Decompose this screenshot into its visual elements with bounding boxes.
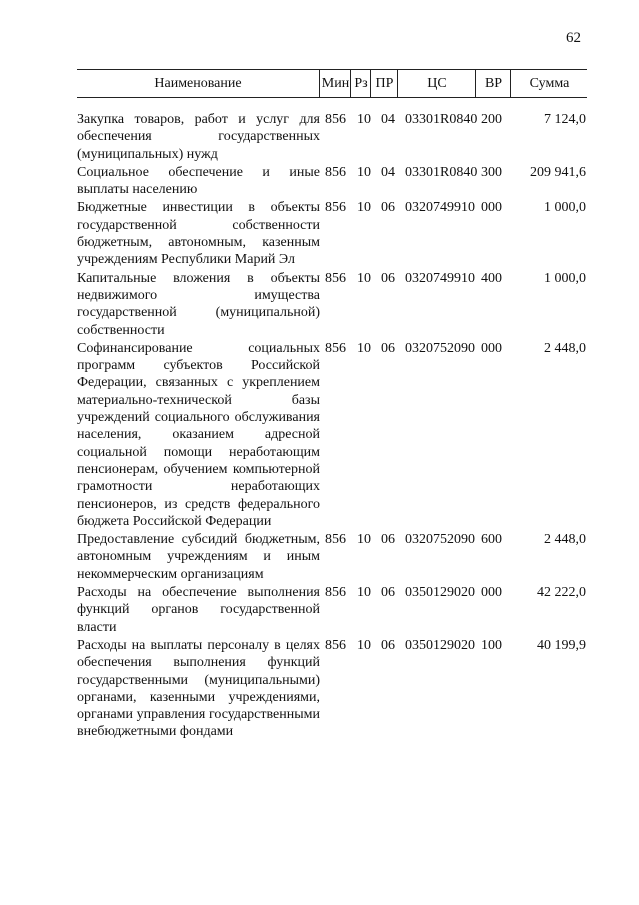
page-number: 62 [566, 30, 581, 46]
header-pr: ПР [370, 70, 398, 97]
row-cs: 0350129020 [405, 637, 475, 653]
row-pr: 04 [381, 112, 395, 127]
row-vr: 000 [481, 585, 502, 601]
row-rz: 10 [357, 270, 371, 286]
table-row [77, 199, 597, 268]
row-rz: 10 [357, 532, 371, 548]
row-sum: 2 448,0 [544, 340, 586, 356]
table-row [77, 164, 597, 199]
row-cs: 03301R0840 [405, 112, 478, 127]
row-sum: 42 222,0 [537, 585, 586, 601]
row-rz: 10 [357, 164, 371, 180]
row-vr: 100 [481, 637, 502, 653]
row-sum: 1 000,0 [544, 270, 586, 286]
row-cs: 0320752090 [405, 340, 475, 356]
row-pr: 06 [381, 270, 395, 286]
table-row [77, 111, 597, 163]
row-rz: 10 [357, 585, 371, 601]
row-vr: 600 [481, 532, 502, 548]
row-cs: 0320749910 [405, 270, 475, 286]
row-name: Закупка товаров, работ и услуг для обеспечения государственных (муниципальных) нужд [77, 112, 320, 162]
row-name: Предоставление субсидий бюджетным, автономным учреждениям и иным некоммерческим организациям [77, 532, 320, 582]
header-min: Мин [319, 70, 351, 97]
row-vr: 200 [481, 112, 502, 127]
row-sum: 209 941,6 [530, 164, 586, 180]
row-min: 856 [325, 112, 346, 127]
row-vr: 000 [481, 340, 502, 356]
table-row [77, 531, 597, 583]
table-body [77, 111, 597, 742]
row-cs: 0320752090 [405, 532, 475, 548]
header-vr: ВР [475, 70, 511, 97]
row-pr: 06 [381, 340, 395, 356]
row-rz: 10 [357, 200, 371, 216]
row-min: 856 [325, 637, 346, 653]
row-pr: 04 [381, 164, 395, 180]
row-cs: 03301R0840 [405, 164, 478, 180]
row-min: 856 [325, 164, 346, 180]
table-row [77, 340, 597, 530]
header-rz: Рз [350, 70, 371, 97]
row-pr: 06 [381, 532, 395, 548]
row-min: 856 [325, 200, 346, 216]
row-min: 856 [325, 585, 346, 601]
row-pr: 06 [381, 585, 395, 601]
header-sum: Сумма [510, 70, 588, 97]
row-sum: 2 448,0 [544, 532, 586, 548]
row-name: Капитальные вложения в объекты недвижимого имущества государственной (муниципальной) собственности [77, 270, 320, 338]
row-rz: 10 [357, 340, 371, 356]
row-min: 856 [325, 340, 346, 356]
row-sum: 7 124,0 [544, 112, 586, 127]
row-cs: 0350129020 [405, 585, 475, 601]
row-sum: 40 199,9 [537, 637, 586, 653]
row-name: Расходы на выплаты персоналу в целях обеспечения выполнения функций государственными (муниципальными) органами, казенными учреждениями, органами управления государственными внебюджетными фондами [77, 637, 320, 740]
row-name: Расходы на обеспечение выполнения функций органов государственной власти [77, 585, 320, 635]
row-min: 856 [325, 532, 346, 548]
table-row [77, 270, 597, 339]
row-pr: 06 [381, 637, 395, 653]
row-cs: 0320749910 [405, 200, 475, 216]
header-name: Наименование [154, 76, 242, 91]
row-pr: 06 [381, 200, 395, 216]
table-row [77, 637, 597, 741]
row-vr: 400 [481, 270, 502, 286]
row-rz: 10 [357, 637, 371, 653]
row-vr: 000 [481, 200, 502, 216]
row-rz: 10 [357, 112, 371, 127]
row-min: 856 [325, 270, 346, 286]
header-cs: ЦС [397, 70, 476, 97]
row-sum: 1 000,0 [544, 200, 586, 216]
row-name: Бюджетные инвестиции в объекты государственной собственности бюджетным, автономным, казенным учреждениям Республики Марий Эл [77, 200, 320, 268]
table-row [77, 584, 597, 636]
row-name: Социальное обеспечение и иные выплаты населению [77, 164, 320, 198]
row-name: Софинансирование социальных программ субъектов Российской Федерации, связанных с укреплением материально-технической базы учреждений социального обслуживания населения, оказанием адресной социальной помощи неработающим пенсионерам, обучением компьютерной грамотности неработающих пенсионеров, из средств федерального бюджета Российской Федерации [77, 340, 320, 529]
row-vr: 300 [481, 164, 502, 180]
table-header [77, 69, 587, 98]
